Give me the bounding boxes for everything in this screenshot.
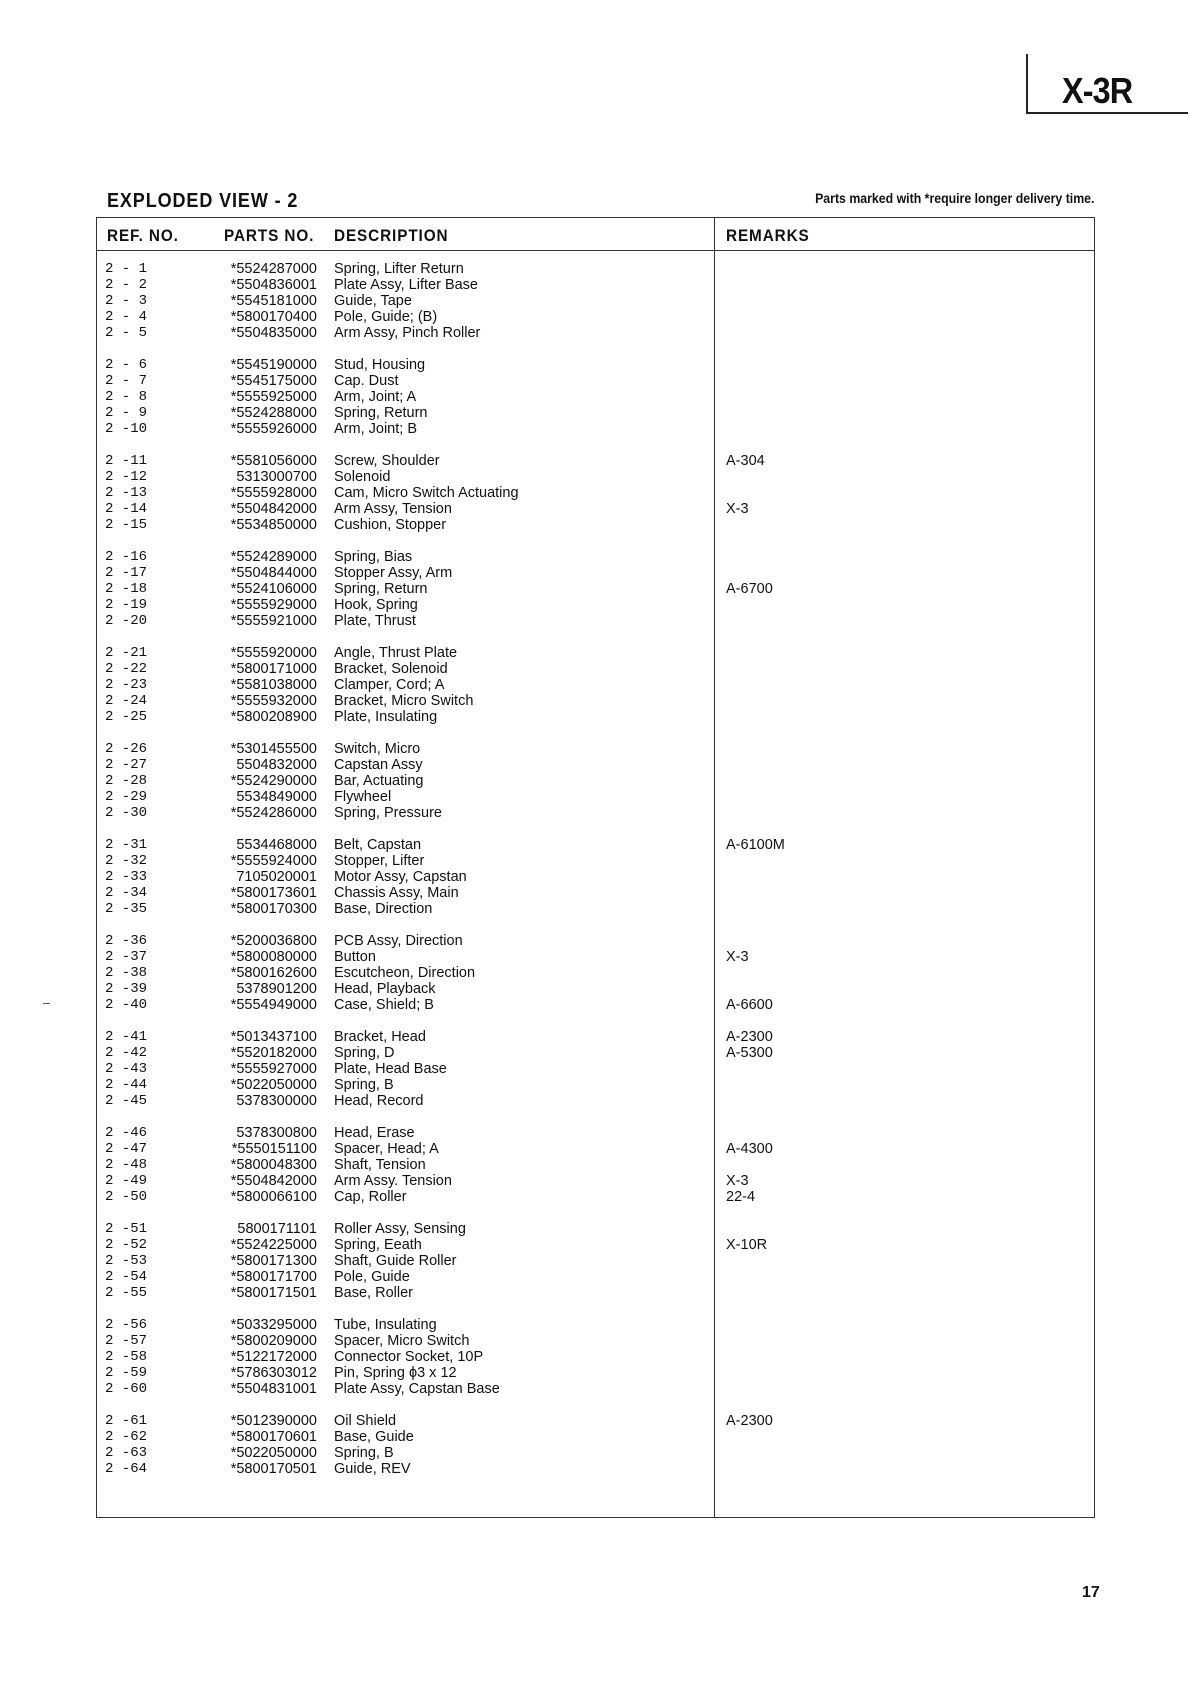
- table-row: [0, 853, 1191, 869]
- table-row: [0, 421, 1191, 437]
- parts-no: *5524287000: [230, 261, 317, 277]
- ref-no: 2 - 9: [105, 405, 148, 421]
- table-row: [0, 869, 1191, 885]
- description: Pole, Guide; (B): [334, 309, 438, 325]
- margin-mark: [43, 1003, 50, 1004]
- description: Belt, Capstan: [334, 837, 422, 853]
- remark: A-6600: [726, 997, 773, 1013]
- parts-no: *5555926000: [230, 421, 317, 437]
- parts-no: *5800170601: [230, 1429, 317, 1445]
- ref-no: 2 -37: [105, 949, 148, 965]
- table-row: [0, 1045, 1191, 1061]
- description: Arm, Joint; B: [334, 421, 417, 437]
- description: Oil Shield: [334, 1413, 397, 1429]
- parts-no: *5800170300: [230, 901, 317, 917]
- description: Shaft, Guide Roller: [334, 1253, 457, 1269]
- table-row: [0, 1157, 1191, 1173]
- table-row: [0, 1189, 1191, 1205]
- table-row: [0, 1413, 1191, 1429]
- parts-no: 5800171101: [237, 1221, 317, 1237]
- parts-no: *5504842000: [230, 1173, 317, 1189]
- table-row: [0, 901, 1191, 917]
- table-row: [0, 1221, 1191, 1237]
- ref-no: 2 -15: [105, 517, 148, 533]
- parts-no: *5012390000: [230, 1413, 317, 1429]
- table-row: [0, 261, 1191, 277]
- description: Stopper Assy, Arm: [334, 565, 453, 581]
- parts-no: *5800170501: [230, 1461, 317, 1477]
- table-row: [0, 1445, 1191, 1461]
- description: Spring, Return: [334, 581, 428, 597]
- parts-no: *5555927000: [230, 1061, 317, 1077]
- table-row: [0, 565, 1191, 581]
- table-row: [0, 773, 1191, 789]
- table-row: [0, 293, 1191, 309]
- table-row: [0, 469, 1191, 485]
- remark: X-3: [726, 501, 749, 517]
- parts-no: 5378300000: [236, 1093, 317, 1109]
- description: Spacer, Micro Switch: [334, 1333, 470, 1349]
- ref-no: 2 -20: [105, 613, 148, 629]
- ref-no: 2 -44: [105, 1077, 148, 1093]
- description: Bracket, Micro Switch: [334, 693, 474, 709]
- table-row: [0, 1429, 1191, 1445]
- parts-no: *5800080000: [230, 949, 317, 965]
- ref-no: 2 - 8: [105, 389, 148, 405]
- description: Bracket, Head: [334, 1029, 426, 1045]
- remark: X-10R: [726, 1237, 768, 1253]
- parts-no: 5378300800: [236, 1125, 317, 1141]
- table-row: [0, 757, 1191, 773]
- description: Spring, Bias: [334, 549, 413, 565]
- description: Roller Assy, Sensing: [334, 1221, 466, 1237]
- table-row: [0, 1349, 1191, 1365]
- parts-no: *5581038000: [230, 677, 317, 693]
- ref-no: 2 -38: [105, 965, 148, 981]
- ref-no: 2 -25: [105, 709, 148, 725]
- table-row: [0, 453, 1191, 469]
- parts-no: *5800173601: [230, 885, 317, 901]
- remark: A-5300: [726, 1045, 773, 1061]
- description: Escutcheon, Direction: [334, 965, 476, 981]
- parts-no: *5534850000: [230, 517, 317, 533]
- parts-no: *5555924000: [230, 853, 317, 869]
- table-row: [0, 501, 1191, 517]
- table-row: [0, 661, 1191, 677]
- parts-no: *5524290000: [230, 773, 317, 789]
- parts-no: *5555925000: [230, 389, 317, 405]
- description: Hook, Spring: [334, 597, 418, 613]
- ref-no: 2 -62: [105, 1429, 148, 1445]
- description: Stopper, Lifter: [334, 853, 425, 869]
- table-row: [0, 373, 1191, 389]
- ref-no: 2 - 2: [105, 277, 148, 293]
- ref-no: 2 -30: [105, 805, 148, 821]
- parts-no: *5524288000: [230, 405, 317, 421]
- description: Tube, Insulating: [334, 1317, 437, 1333]
- table-row: [0, 1285, 1191, 1301]
- ref-no: 2 -31: [105, 837, 148, 853]
- ref-no: 2 -17: [105, 565, 148, 581]
- table-row: [0, 1029, 1191, 1045]
- table-row: [0, 1317, 1191, 1333]
- col-header-remarks: REMARKS: [726, 226, 810, 245]
- parts-no: *5800171501: [230, 1285, 317, 1301]
- ref-no: 2 - 3: [105, 293, 148, 309]
- table-row: [0, 357, 1191, 373]
- description: Spacer, Head; A: [334, 1141, 439, 1157]
- parts-no: *5033295000: [230, 1317, 317, 1333]
- table-row: [0, 741, 1191, 757]
- table-row: [0, 965, 1191, 981]
- description: Cap. Dust: [334, 373, 399, 389]
- description: Spring, Pressure: [334, 805, 442, 821]
- remark: A-2300: [726, 1413, 773, 1429]
- ref-no: 2 -16: [105, 549, 148, 565]
- table-row: [0, 517, 1191, 533]
- remark: A-2300: [726, 1029, 773, 1045]
- table-row: [0, 389, 1191, 405]
- description: Pin, Spring ϕ3 x 12: [334, 1365, 457, 1381]
- parts-no: *5022050000: [230, 1445, 317, 1461]
- parts-no: *5800209000: [230, 1333, 317, 1349]
- table-row: [0, 1381, 1191, 1397]
- ref-no: 2 -52: [105, 1237, 148, 1253]
- ref-no: 2 -50: [105, 1189, 148, 1205]
- parts-no: *5524106000: [230, 581, 317, 597]
- remark: X-3: [726, 1173, 749, 1189]
- description: Cap, Roller: [334, 1189, 407, 1205]
- description: Solenoid: [334, 469, 391, 485]
- table-row: [0, 485, 1191, 501]
- description: Base, Roller: [334, 1285, 413, 1301]
- parts-no: *5504844000: [230, 565, 317, 581]
- parts-no: *5800066100: [230, 1189, 317, 1205]
- table-row: [0, 597, 1191, 613]
- ref-no: 2 -54: [105, 1269, 148, 1285]
- description: Spring, B: [334, 1077, 394, 1093]
- parts-no: *5504842000: [230, 501, 317, 517]
- ref-no: 2 -61: [105, 1413, 148, 1429]
- ref-no: 2 -36: [105, 933, 148, 949]
- description: Pole, Guide: [334, 1269, 410, 1285]
- parts-no: *5550151100: [231, 1141, 317, 1157]
- parts-no: *5545190000: [230, 357, 317, 373]
- ref-no: 2 -32: [105, 853, 148, 869]
- table-row: [0, 709, 1191, 725]
- table-row: [0, 309, 1191, 325]
- parts-no: *5545175000: [230, 373, 317, 389]
- table-row: [0, 1125, 1191, 1141]
- col-header-description: DESCRIPTION: [334, 226, 449, 245]
- table-row: [0, 805, 1191, 821]
- table-row: [0, 645, 1191, 661]
- ref-no: 2 -14: [105, 501, 148, 517]
- table-row: [0, 981, 1191, 997]
- description: Chassis Assy, Main: [334, 885, 459, 901]
- ref-no: 2 -42: [105, 1045, 148, 1061]
- parts-no: *5122172000: [230, 1349, 317, 1365]
- ref-no: 2 -21: [105, 645, 148, 661]
- table-row: [0, 1253, 1191, 1269]
- description: Connector Socket, 10P: [334, 1349, 484, 1365]
- ref-no: 2 - 4: [105, 309, 148, 325]
- description: Guide, REV: [334, 1461, 411, 1477]
- parts-no: *5524286000: [230, 805, 317, 821]
- description: Arm Assy, Tension: [334, 501, 452, 517]
- table-row: [0, 1173, 1191, 1189]
- description: Base, Guide: [334, 1429, 414, 1445]
- remark: X-3: [726, 949, 749, 965]
- parts-no: *5504836001: [230, 277, 317, 293]
- ref-no: 2 -19: [105, 597, 148, 613]
- table-row: [0, 1077, 1191, 1093]
- parts-no: *5555929000: [230, 597, 317, 613]
- ref-no: 2 -10: [105, 421, 148, 437]
- page-number: 17: [1082, 1584, 1100, 1601]
- description: Spring, Lifter Return: [334, 261, 464, 277]
- parts-no: *5555921000: [230, 613, 317, 629]
- description: Head, Erase: [334, 1125, 415, 1141]
- ref-no: 2 -18: [105, 581, 148, 597]
- description: Head, Record: [334, 1093, 424, 1109]
- table-row: [0, 613, 1191, 629]
- table-row: [0, 933, 1191, 949]
- ref-no: 2 -27: [105, 757, 148, 773]
- ref-no: 2 -59: [105, 1365, 148, 1381]
- remark: A-6100M: [726, 837, 785, 853]
- description: Switch, Micro: [334, 741, 421, 757]
- description: Base, Direction: [334, 901, 433, 917]
- ref-no: 2 -34: [105, 885, 148, 901]
- table-row: [0, 549, 1191, 565]
- model-name: X-3R: [1062, 70, 1133, 111]
- table-row: [0, 581, 1191, 597]
- ref-no: 2 -55: [105, 1285, 148, 1301]
- parts-no: *5022050000: [230, 1077, 317, 1093]
- table-row: [0, 949, 1191, 965]
- table-row: [0, 1237, 1191, 1253]
- description: Clamper, Cord; A: [334, 677, 445, 693]
- description: Arm Assy, Pinch Roller: [334, 325, 481, 341]
- table-row: [0, 1061, 1191, 1077]
- col-header-ref-no: REF. NO.: [107, 226, 179, 245]
- parts-no: *5800171000: [230, 661, 317, 677]
- parts-no: *5301455500: [230, 741, 317, 757]
- ref-no: 2 -39: [105, 981, 148, 997]
- description: Cushion, Stopper: [334, 517, 447, 533]
- ref-no: 2 - 1: [105, 261, 148, 277]
- description: Spring, Eeath: [334, 1237, 422, 1253]
- table-row: [0, 1141, 1191, 1157]
- ref-no: 2 -57: [105, 1333, 148, 1349]
- parts-no: *5520182000: [230, 1045, 317, 1061]
- description: Plate, Thrust: [334, 613, 416, 629]
- description: Arm Assy. Tension: [334, 1173, 452, 1189]
- table-row: [0, 997, 1191, 1013]
- ref-no: 2 -23: [105, 677, 148, 693]
- ref-no: 2 -22: [105, 661, 148, 677]
- parts-no: *5555928000: [230, 485, 317, 501]
- description: Capstan Assy: [334, 757, 423, 773]
- delivery-note: Parts marked with *require longer delivery time.: [814, 190, 1094, 206]
- parts-no: *5800170400: [230, 309, 317, 325]
- description: Screw, Shoulder: [334, 453, 440, 469]
- parts-no: *5545181000: [230, 293, 317, 309]
- ref-no: 2 -35: [105, 901, 148, 917]
- ref-no: 2 -40: [105, 997, 148, 1013]
- description: Guide, Tape: [334, 293, 412, 309]
- description: Head, Playback: [334, 981, 436, 997]
- table-row: [0, 1333, 1191, 1349]
- ref-no: 2 -45: [105, 1093, 148, 1109]
- ref-no: 2 -56: [105, 1317, 148, 1333]
- parts-no: *5504835000: [230, 325, 317, 341]
- description: Case, Shield; B: [334, 997, 434, 1013]
- ref-no: 2 -33: [105, 869, 148, 885]
- table-row: [0, 405, 1191, 421]
- ref-no: 2 -29: [105, 789, 148, 805]
- parts-no: 5313000700: [236, 469, 317, 485]
- parts-no: *5800162600: [230, 965, 317, 981]
- ref-no: 2 -41: [105, 1029, 148, 1045]
- parts-no: 7105020001: [236, 869, 317, 885]
- description: Arm, Joint; A: [334, 389, 417, 405]
- description: Angle, Thrust Plate: [334, 645, 458, 661]
- ref-no: 2 - 6: [105, 357, 148, 373]
- table-row: [0, 885, 1191, 901]
- parts-no: 5534849000: [236, 789, 317, 805]
- ref-no: 2 -28: [105, 773, 148, 789]
- parts-no: 5378901200: [236, 981, 317, 997]
- parts-no: *5555932000: [230, 693, 317, 709]
- ref-no: 2 - 5: [105, 325, 148, 341]
- description: Spring, B: [334, 1445, 394, 1461]
- ref-no: 2 -64: [105, 1461, 148, 1477]
- table-row: [0, 677, 1191, 693]
- table-row: [0, 325, 1191, 341]
- parts-no: *5524289000: [230, 549, 317, 565]
- description: Spring, Return: [334, 405, 428, 421]
- parts-no: *5800208900: [230, 709, 317, 725]
- ref-no: 2 -63: [105, 1445, 148, 1461]
- description: Motor Assy, Capstan: [334, 869, 467, 885]
- table-row: [0, 1269, 1191, 1285]
- ref-no: 2 -26: [105, 741, 148, 757]
- ref-no: 2 -51: [105, 1221, 148, 1237]
- ref-no: 2 -58: [105, 1349, 148, 1365]
- parts-no: *5555920000: [230, 645, 317, 661]
- ref-no: 2 -47: [105, 1141, 148, 1157]
- ref-no: 2 -46: [105, 1125, 148, 1141]
- ref-no: 2 -12: [105, 469, 148, 485]
- description: Shaft, Tension: [334, 1157, 426, 1173]
- col-header-parts-no: PARTS NO.: [224, 226, 315, 245]
- table-row: [0, 1093, 1191, 1109]
- parts-no: *5800048300: [230, 1157, 317, 1173]
- parts-no: *5554949000: [230, 997, 317, 1013]
- description: Cam, Micro Switch Actuating: [334, 485, 519, 501]
- description: Bracket, Solenoid: [334, 661, 448, 677]
- ref-no: 2 - 7: [105, 373, 148, 389]
- description: Flywheel: [334, 789, 392, 805]
- section-title: EXPLODED VIEW - 2: [107, 190, 299, 212]
- ref-no: 2 -53: [105, 1253, 148, 1269]
- parts-no: *5200036800: [230, 933, 317, 949]
- parts-no: *5013437100: [230, 1029, 317, 1045]
- ref-no: 2 -60: [105, 1381, 148, 1397]
- description: Button: [334, 949, 376, 965]
- table-row: [0, 693, 1191, 709]
- ref-no: 2 -48: [105, 1157, 148, 1173]
- ref-no: 2 -11: [105, 453, 148, 469]
- ref-no: 2 -43: [105, 1061, 148, 1077]
- description: Spring, D: [334, 1045, 395, 1061]
- table-row: [0, 1461, 1191, 1477]
- ref-no: 2 -49: [105, 1173, 148, 1189]
- ref-no: 2 -24: [105, 693, 148, 709]
- parts-no: *5581056000: [230, 453, 317, 469]
- table-row: [0, 1365, 1191, 1381]
- remark: A-6700: [726, 581, 773, 597]
- remark: A-304: [726, 453, 765, 469]
- remark: 22-4: [726, 1189, 756, 1205]
- ref-no: 2 -13: [105, 485, 148, 501]
- parts-no: 5504832000: [236, 757, 317, 773]
- parts-no: *5524225000: [230, 1237, 317, 1253]
- table-row: [0, 789, 1191, 805]
- parts-no: *5800171300: [230, 1253, 317, 1269]
- remark: A-4300: [726, 1141, 773, 1157]
- description: Plate, Head Base: [334, 1061, 447, 1077]
- parts-no: 5534468000: [236, 837, 317, 853]
- description: Plate Assy, Lifter Base: [334, 277, 478, 293]
- parts-no: *5786303012: [230, 1365, 317, 1381]
- parts-no: *5504831001: [230, 1381, 317, 1397]
- parts-no: *5800171700: [230, 1269, 317, 1285]
- description: Plate, Insulating: [334, 709, 438, 725]
- table-row: [0, 837, 1191, 853]
- table-row: [0, 277, 1191, 293]
- description: PCB Assy, Direction: [334, 933, 463, 949]
- description: Plate Assy, Capstan Base: [334, 1381, 500, 1397]
- description: Bar, Actuating: [334, 773, 424, 789]
- description: Stud, Housing: [334, 357, 426, 373]
